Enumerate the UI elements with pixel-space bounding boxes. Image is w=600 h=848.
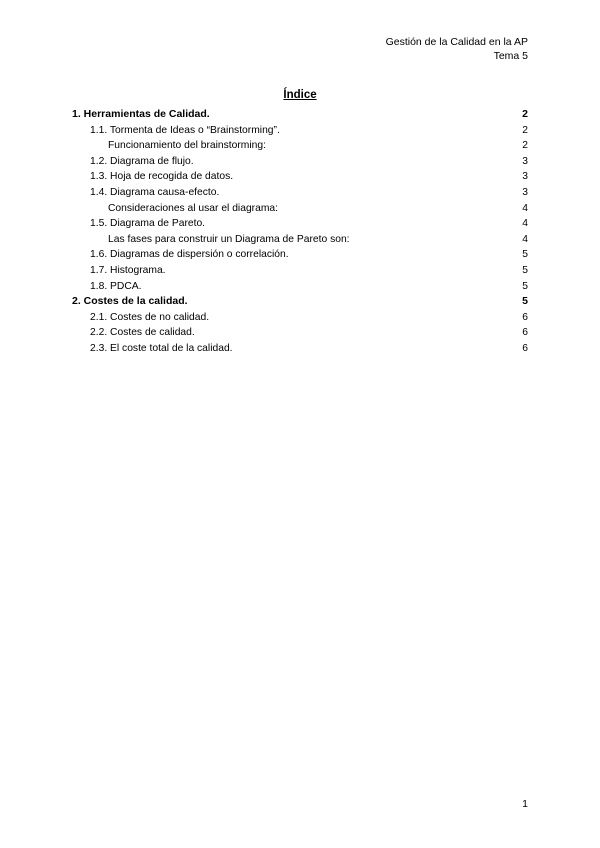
toc-entry[interactable] [72,279,528,295]
toc-entry-page: 3 [522,155,528,167]
toc-entry[interactable] [72,325,528,341]
toc-entry-title: 2.1. Costes de no calidad. [90,311,210,323]
toc-entry-page: 5 [522,264,528,276]
toc-entry[interactable] [72,185,528,201]
toc-entry[interactable] [72,154,528,170]
toc-entry-page: 2 [522,124,528,136]
toc-entry-title: 2.2. Costes de calidad. [90,327,195,339]
toc-entry-title: 1.8. PDCA. [90,280,142,292]
toc-entry[interactable] [72,201,528,217]
toc-entry[interactable] [72,341,528,357]
toc-entry[interactable] [72,263,528,279]
document-subtitle: Tema 5 [493,50,528,62]
toc-entry-page: 5 [522,249,528,261]
toc-entry-title: 2.3. El coste total de la calidad. [90,342,233,354]
toc-entry-page: 6 [522,311,528,323]
toc-entry[interactable] [72,138,528,154]
toc-entry-title: Consideraciones al usar el diagrama: [108,202,278,214]
page-number: 1 [522,798,528,810]
toc-entry-title: 1.2. Diagrama de flujo. [90,155,194,167]
toc-title: Índice [283,89,317,101]
toc-entry-title: Las fases para construir un Diagrama de Pareto son: [108,233,350,245]
toc-entry-page: 5 [522,295,528,308]
toc-entry-title: 1.3. Hoja de recogida de datos. [90,171,234,183]
toc-entry-page: 4 [522,202,528,214]
page-header [386,35,528,63]
toc-entry-title: 1. Herramientas de Calidad. [72,108,210,120]
toc-entry-page: 3 [522,186,528,198]
toc-entry[interactable] [72,310,528,326]
toc-entry[interactable] [72,232,528,248]
toc-entry[interactable] [72,169,528,185]
table-of-contents [72,107,528,357]
toc-entry-page: 3 [522,171,528,183]
toc-entry-page: 6 [522,327,528,339]
toc-entry[interactable] [72,216,528,232]
toc-entry-page: 2 [522,108,528,120]
toc-entry-title: Funcionamiento del brainstorming: [108,140,266,152]
toc-entry[interactable] [72,294,528,310]
toc-entry[interactable] [72,107,528,123]
toc-entry[interactable] [72,123,528,139]
toc-entry-page: 4 [522,218,528,230]
toc-entry-page: 5 [522,280,528,292]
toc-entry[interactable] [72,247,528,263]
toc-entry-page: 6 [522,342,528,354]
toc-entry-page: 4 [522,233,528,245]
toc-entry-title: 2. Costes de la calidad. [72,295,188,308]
document-title: Gestión de la Calidad en la AP [385,36,528,48]
toc-entry-title: 1.7. Histograma. [90,264,166,276]
toc-entry-title: 1.1. Tormenta de Ideas o “Brainstorming”. [90,124,280,136]
toc-entry-title: 1.5. Diagrama de Pareto. [90,218,206,230]
toc-entry-page: 2 [522,140,528,152]
toc-entry-title: 1.6. Diagramas de dispersión o correlación. [90,249,289,261]
toc-entry-title: 1.4. Diagrama causa-efecto. [90,186,220,198]
